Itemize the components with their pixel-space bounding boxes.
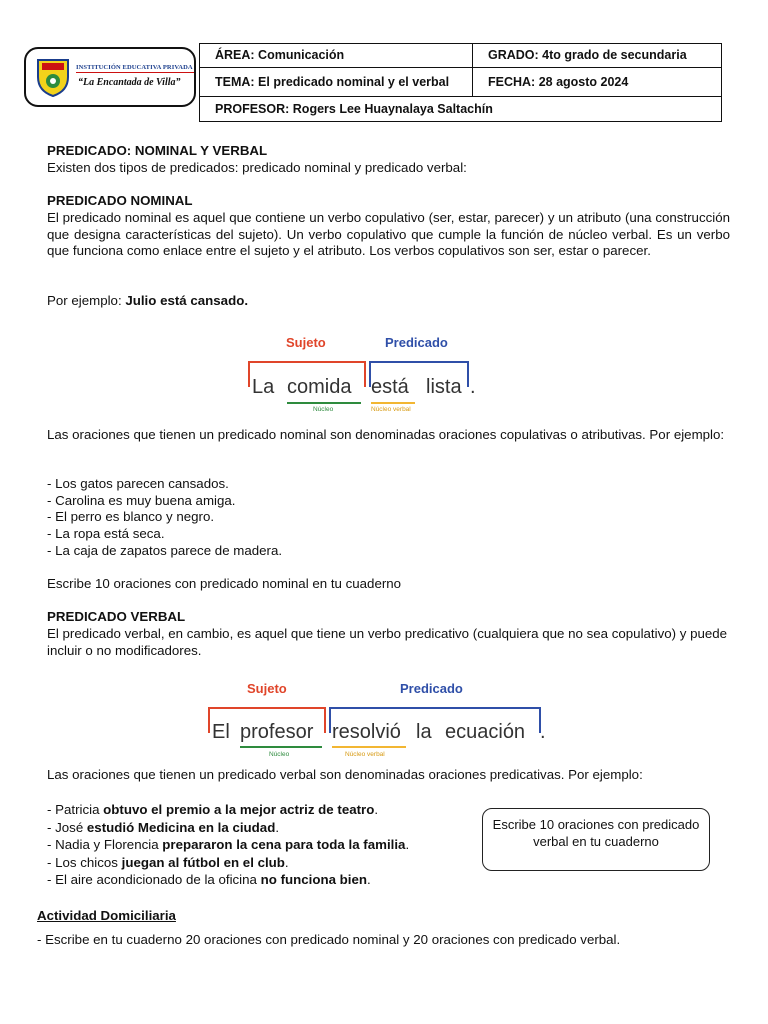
- fecha-cell: FECHA: 28 agosto 2024: [473, 68, 722, 97]
- predicado-label: Predicado: [385, 335, 448, 350]
- school-logo: [24, 47, 196, 107]
- list-item: - Carolina es muy buena amiga.: [47, 492, 236, 508]
- word-comida: comida: [287, 376, 352, 398]
- sujeto-label: Sujeto: [247, 681, 287, 696]
- nominal-title: PREDICADO NOMINAL: [47, 193, 193, 208]
- word-la: la: [416, 721, 432, 743]
- list-item: - José estudió Medicina en la ciudad.: [47, 819, 280, 835]
- example-prefix: Por ejemplo:: [47, 293, 126, 308]
- tema-cell: TEMA: El predicado nominal y el verbal: [200, 68, 473, 97]
- nucleo-label: Núcleo: [313, 406, 334, 413]
- nucleo-verbal-underline: [371, 402, 415, 404]
- school-name-line2: “La Encantada de Villa”: [78, 77, 181, 88]
- word-ecuacion: ecuación: [445, 721, 526, 743]
- header-table: [199, 43, 722, 122]
- list-item: - Nadia y Florencia prepararon la cena para toda la familia.: [47, 837, 410, 852]
- list-item: - Los gatos parecen cansados.: [47, 476, 229, 491]
- verbal-after-text: Las oraciones que tienen un predicado verbal son denominadas oraciones predicativas. Por ejemplo:: [47, 767, 643, 782]
- profesor-cell: PROFESOR: Rogers Lee Huaynalaya Saltachín: [200, 97, 722, 122]
- nominal-paragraph: El predicado nominal es aquel que contiene un verbo copulativo (ser, estar, parecer) y un atributo (una construcción que designa características del sujeto). Un verbo copulativo que cumple la función de núcleo verbal. Es un verbo que funciona como enlace entre el sujeto y el atributo. Los verbos copulativos son ser, estar o parecer.: [47, 210, 730, 259]
- list-item: - La ropa está seca.: [47, 526, 165, 542]
- list-item: - El perro es blanco y negro.: [47, 509, 215, 525]
- period: .: [540, 721, 546, 743]
- grado-cell: GRADO: 4to grado de secundaria: [473, 44, 722, 68]
- intro-title: PREDICADO: NOMINAL Y VERBAL: [47, 143, 268, 158]
- nominal-examples-list: [47, 476, 282, 560]
- nominal-task: Escribe 10 oraciones con predicado nominal en tu cuaderno: [47, 576, 402, 591]
- nucleo-verbal-underline: [332, 746, 406, 748]
- homework-text: - Escribe en tu cuaderno 20 oraciones con predicado nominal y 20 oraciones con predicado verbal.: [37, 932, 621, 947]
- homework-title: Actividad Domiciliaria: [37, 908, 176, 923]
- school-name-line1: INSTITUCIÓN EDUCATIVA PRIVADA: [76, 64, 193, 71]
- nucleo-verbal-label: Núcleo verbal: [371, 406, 411, 413]
- verbal-examples-list: [47, 801, 409, 889]
- word-resolvio: resolvió: [332, 721, 401, 743]
- word-la: La: [252, 376, 275, 398]
- predicado-label: Predicado: [400, 681, 463, 696]
- word-esta: está: [371, 376, 409, 398]
- intro-text: Existen dos tipos de predicados: predicado nominal y predicado verbal:: [47, 160, 467, 175]
- list-item: - Los chicos juegan al fútbol en el club.: [47, 854, 289, 870]
- school-crest-icon: [36, 57, 70, 97]
- list-item: - Patricia obtuvo el premio a la mejor actriz de teatro.: [47, 802, 379, 817]
- list-item: - El aire acondicionado de la oficina no funciona bien.: [47, 872, 371, 887]
- period: .: [470, 376, 476, 398]
- area-cell: ÁREA: Comunicación: [200, 44, 473, 68]
- word-el: El: [212, 721, 230, 743]
- nominal-after-text: Las oraciones que tienen un predicado nominal son denominadas oraciones copulativas o atributivas. Por ejemplo:: [47, 427, 725, 442]
- verbal-title: PREDICADO VERBAL: [47, 609, 186, 624]
- nominal-example: [47, 293, 248, 308]
- verbal-paragraph: El predicado verbal, en cambio, es aquel que tiene un verbo predicativo (cualquiera que no sea copulativo) y puede incluir o no modificadores.: [47, 626, 728, 658]
- nucleo-verbal-label: Núcleo verbal: [345, 751, 385, 758]
- verbal-task-box: Escribe 10 oraciones con predicado verbal en tu cuaderno: [482, 808, 710, 871]
- word-lista: lista: [426, 376, 462, 398]
- nucleo-label: Núcleo: [269, 751, 290, 758]
- example-sentence: Julio está cansado.: [125, 293, 249, 308]
- word-profesor: profesor: [240, 721, 314, 743]
- sujeto-label: Sujeto: [286, 335, 326, 350]
- list-item: - La caja de zapatos parece de madera.: [47, 542, 283, 558]
- nucleo-underline: [240, 746, 322, 748]
- nucleo-underline: [287, 402, 361, 404]
